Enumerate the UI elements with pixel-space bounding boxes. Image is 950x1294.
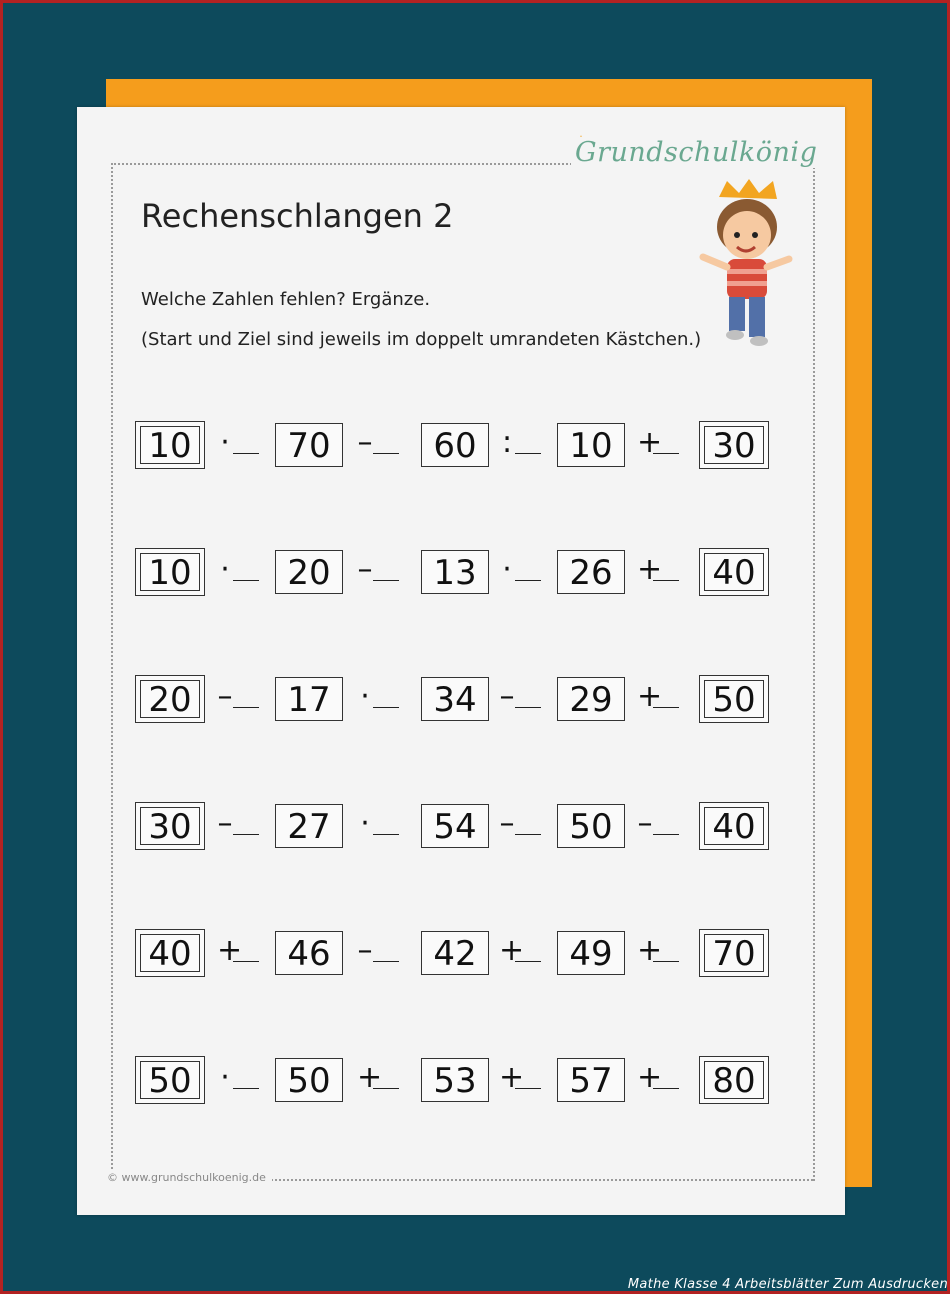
operator: : — [499, 423, 549, 467]
number-box: 70 — [275, 423, 343, 467]
operator: + — [637, 677, 687, 721]
blank-input[interactable] — [515, 931, 541, 962]
number-box: 54 — [421, 804, 489, 848]
chain-row — [135, 931, 775, 979]
number-box: 20 — [275, 550, 343, 594]
start-box: 20 — [135, 675, 205, 723]
end-box: 50 — [699, 675, 769, 723]
blank-input[interactable] — [515, 804, 541, 835]
rechenschlangen-rows — [135, 423, 775, 1185]
blank-input[interactable] — [233, 550, 259, 581]
blank-input[interactable] — [515, 1058, 541, 1089]
end-box: 80 — [699, 1056, 769, 1104]
boy-with-crown-illustration — [689, 177, 799, 357]
operator: + — [637, 423, 687, 467]
blank-input[interactable] — [233, 931, 259, 962]
instruction-line-1: Welche Zahlen fehlen? Ergänze. — [141, 289, 431, 310]
blank-input[interactable] — [233, 423, 259, 454]
number-box: 50 — [275, 1058, 343, 1102]
blank-input[interactable] — [373, 804, 399, 835]
blank-input[interactable] — [233, 804, 259, 835]
operator: · — [217, 423, 267, 467]
operator: – — [357, 550, 407, 594]
operator: + — [499, 931, 549, 975]
operator: + — [217, 931, 267, 975]
operator: – — [217, 677, 267, 721]
end-box: 70 — [699, 929, 769, 977]
end-box: 40 — [699, 802, 769, 850]
number-box: 50 — [557, 804, 625, 848]
brand-logo: Grundschulkönig — [571, 137, 821, 168]
blank-input[interactable] — [373, 1058, 399, 1089]
blank-input[interactable] — [515, 550, 541, 581]
operator: – — [499, 677, 549, 721]
number-box: 29 — [557, 677, 625, 721]
blank-input[interactable] — [233, 1058, 259, 1089]
operator: · — [357, 677, 407, 721]
chain-row — [135, 550, 775, 598]
image-caption: Mathe Klasse 4 Arbeitsblätter Zum Ausdrucken — [627, 1277, 948, 1292]
number-box: 53 — [421, 1058, 489, 1102]
operator: + — [357, 1058, 407, 1102]
blank-input[interactable] — [653, 550, 679, 581]
blank-input[interactable] — [653, 677, 679, 708]
operator: – — [217, 804, 267, 848]
blank-input[interactable] — [515, 423, 541, 454]
blank-input[interactable] — [373, 550, 399, 581]
number-box: 46 — [275, 931, 343, 975]
operator: · — [217, 550, 267, 594]
worksheet-paper — [77, 107, 845, 1215]
start-box: 10 — [135, 421, 205, 469]
number-box: 17 — [275, 677, 343, 721]
number-box: 49 — [557, 931, 625, 975]
number-box: 57 — [557, 1058, 625, 1102]
start-box: 50 — [135, 1056, 205, 1104]
operator: – — [499, 804, 549, 848]
blank-input[interactable] — [653, 1058, 679, 1089]
blank-input[interactable] — [653, 423, 679, 454]
operator: – — [357, 423, 407, 467]
number-box: 42 — [421, 931, 489, 975]
blank-input[interactable] — [515, 677, 541, 708]
operator: – — [637, 804, 687, 848]
number-box: 34 — [421, 677, 489, 721]
number-box: 26 — [557, 550, 625, 594]
page-title: Rechenschlangen 2 — [141, 197, 454, 235]
operator: · — [217, 1058, 267, 1102]
chain-row — [135, 423, 775, 471]
number-box: 60 — [421, 423, 489, 467]
chain-row — [135, 804, 775, 852]
start-box: 30 — [135, 802, 205, 850]
number-box: 27 — [275, 804, 343, 848]
start-box: 40 — [135, 929, 205, 977]
operator: + — [499, 1058, 549, 1102]
blank-input[interactable] — [653, 931, 679, 962]
operator: + — [637, 931, 687, 975]
blank-input[interactable] — [233, 677, 259, 708]
operator: · — [357, 804, 407, 848]
footer-copyright: © www.grundschulkoenig.de — [107, 1171, 272, 1184]
start-box: 10 — [135, 548, 205, 596]
footer-dotted-line — [267, 1179, 813, 1181]
end-box: 30 — [699, 421, 769, 469]
operator: – — [357, 931, 407, 975]
blank-input[interactable] — [373, 423, 399, 454]
blank-input[interactable] — [373, 931, 399, 962]
number-box: 13 — [421, 550, 489, 594]
end-box: 40 — [699, 548, 769, 596]
number-box: 10 — [557, 423, 625, 467]
chain-row — [135, 677, 775, 725]
blank-input[interactable] — [653, 804, 679, 835]
operator: · — [499, 550, 549, 594]
blank-input[interactable] — [373, 677, 399, 708]
chain-row — [135, 1058, 775, 1106]
instruction-line-2: (Start und Ziel sind jeweils im doppelt umrandeten Kästchen.) — [141, 329, 702, 350]
operator: + — [637, 1058, 687, 1102]
operator: + — [637, 550, 687, 594]
